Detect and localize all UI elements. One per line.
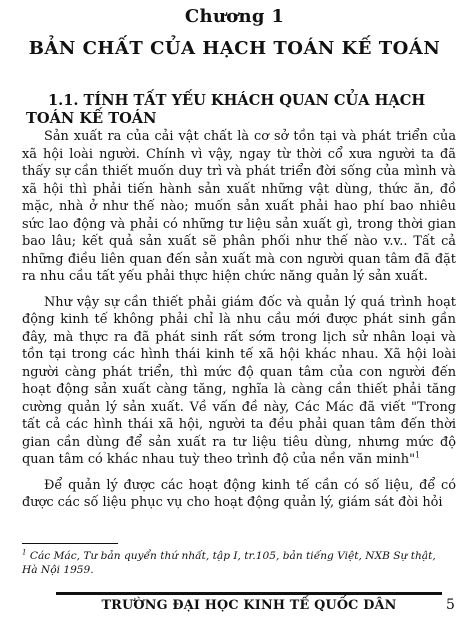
section-heading: 1.1. TÍNH TẤT YẾU KHÁCH QUAN CỦA HẠCH TOÁN KẾ TOÁN <box>26 92 426 127</box>
footnote-text: Các Mác, Tư bản quyển thứ nhất, tập I, tr.105, bản tiếng Việt, NXB Sự thật, Hà Nội 1959. <box>22 550 436 576</box>
paragraph-with-footnote <box>22 294 456 469</box>
paragraph-text: Như vậy sự cần thiết phải giám đốc và quản lý quá trình hoạt động kinh tế không phải chỉ là nhu cầu mới được phát sinh gần đây, mà thực ra đã phát sinh rất sớm trong lịch sử nhân loại và tồn tại trong các hình thái kinh tế xã hội khác nhau. Xã hội loài người càng phát triển, thì mức độ quan tâm của con người đến hoạt động sản xuất càng tăng, nghĩa là càng cần thiết phải tăng cường quản lý sản xuất. Về vấn đề này, Các Mác đã viết "Trong tất cả các hình thái xã hội, người ta đều phải quan tâm đến thời gian cần dùng để sản xuất ra tư liệu tiêu dùng, nhưng mức độ quan tâm có khác nhau tuỳ theo trình độ của nền văn minh" <box>22 294 456 467</box>
chapter-title: BẢN CHẤT CỦA HẠCH TOÁN KẾ TOÁN <box>28 38 441 59</box>
footer-institution: TRƯỜNG ĐẠI HỌC KINH TẾ QUỐC DÂN <box>101 598 397 613</box>
footnote-marker: 1 <box>22 548 27 557</box>
page-number: 5 <box>446 597 455 613</box>
footnote-reference: 1 <box>415 450 421 460</box>
footnote <box>22 549 452 577</box>
paragraph: Để quản lý được các hoạt động kinh tế cần có số liệu, để có được các số liệu phục vụ cho hoạt động quản lý, giám sát đòi hỏi <box>22 477 456 510</box>
footer-divider <box>56 592 442 595</box>
paragraph: Sản xuất ra của cải vật chất là cơ sở tồn tại và phát triển của xã hội loài người. Chính vì vậy, ngay từ thời cổ xưa người ta đã thấy sự cần thiết muốn duy trì và phát triển đời sống của mình và xã hội thì phải tiến hành sản xuất những vật dùng, thức ăn, đồ mặc, nhà ở như thế nào; muốn sản xuất phải hao phí bao nhiêu sức lao động và phải có những tư liệu sản xuất gì, trong thời gian bao lâu; kết quả sản xuất sẽ phân phối như thế nào v.v.. Tất cả những điều liên quan đến sản xuất mà con người quan tâm đã đặt ra nhu cầu tất yếu phải thực hiện chức năng quản lý sản xuất. <box>22 129 456 284</box>
chapter-label: Chương 1 <box>184 6 285 27</box>
body-text <box>22 128 456 512</box>
footnote-divider <box>22 543 118 544</box>
